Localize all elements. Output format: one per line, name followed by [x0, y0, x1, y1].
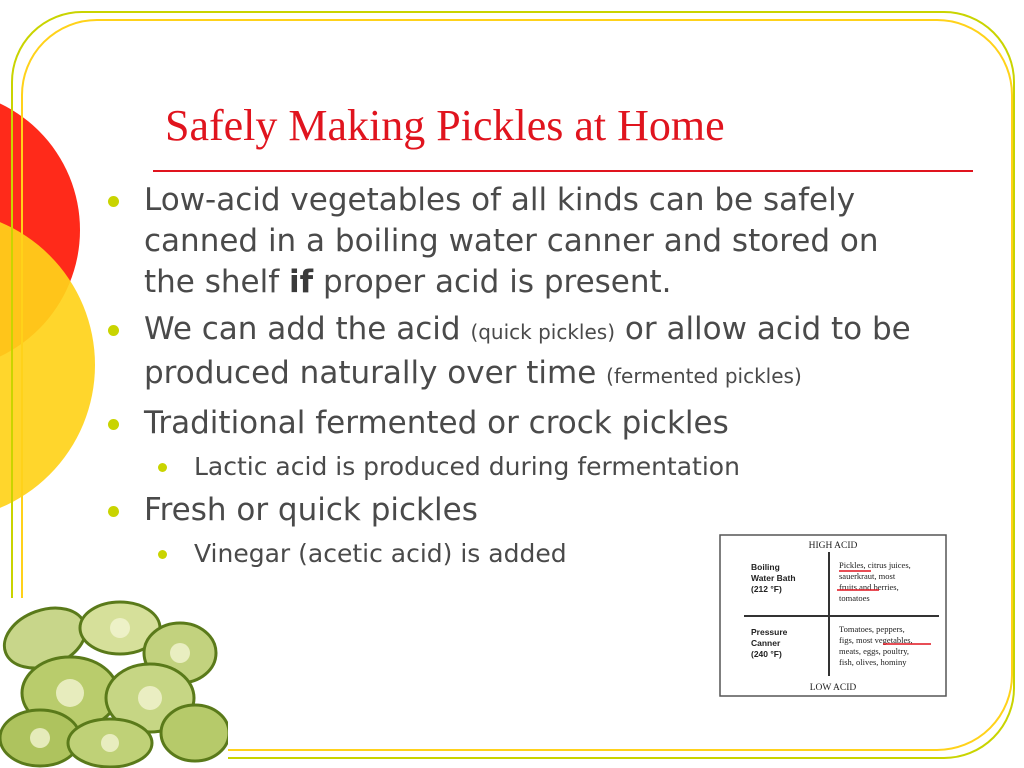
bullet-item: Fresh or quick pickles [108, 490, 938, 531]
food-label: fruits and berries, [839, 582, 899, 592]
method-label: (240 °F) [751, 649, 782, 659]
food-label: fish, olives, hominy [839, 657, 907, 667]
high-acid-label: HIGH ACID [808, 541, 858, 551]
method-label: Canner [751, 638, 781, 648]
slide-title: Safely Making Pickles at Home [165, 101, 725, 150]
bullet-dot-icon [108, 325, 119, 336]
acid-canning-chart [719, 534, 947, 697]
food-label: Tomatoes, peppers, [839, 624, 905, 634]
title-underline [153, 170, 973, 172]
method-label: Water Bath [751, 573, 796, 583]
method-label: (212 °F) [751, 584, 782, 594]
bullet-list [108, 180, 938, 577]
food-label: meats, eggs, poultry, [839, 646, 910, 656]
sub-bullet-item: Lactic acid is produced during fermentation [108, 450, 938, 484]
food-label: sauerkraut, most [839, 571, 896, 581]
method-label: Boiling [751, 562, 780, 572]
bullet-dot-icon [108, 506, 119, 517]
sub-bullet-item: Vinegar (acetic acid) is added [108, 537, 938, 571]
bullet-item: We can add the acid (quick pickles) or allow acid to be produced naturally over time (fermented pickles) [108, 309, 938, 397]
food-label: tomatoes [839, 593, 870, 603]
method-label: Pressure [751, 627, 788, 637]
bullet-item: Low-acid vegetables of all kinds can be safely canned in a boiling water canner and stored on the shelf if proper acid is present. [108, 180, 938, 303]
bullet-dot-icon [108, 196, 119, 207]
food-label: figs, most vegetables, [839, 635, 913, 645]
bullet-dot-icon [158, 550, 167, 559]
food-label: Pickles, citrus juices, [839, 560, 911, 570]
pickles-photo [0, 598, 228, 768]
bullet-item: Traditional fermented or crock pickles [108, 403, 938, 444]
bullet-dot-icon [108, 419, 119, 430]
low-acid-label: LOW ACID [809, 683, 857, 693]
bullet-dot-icon [158, 463, 167, 472]
